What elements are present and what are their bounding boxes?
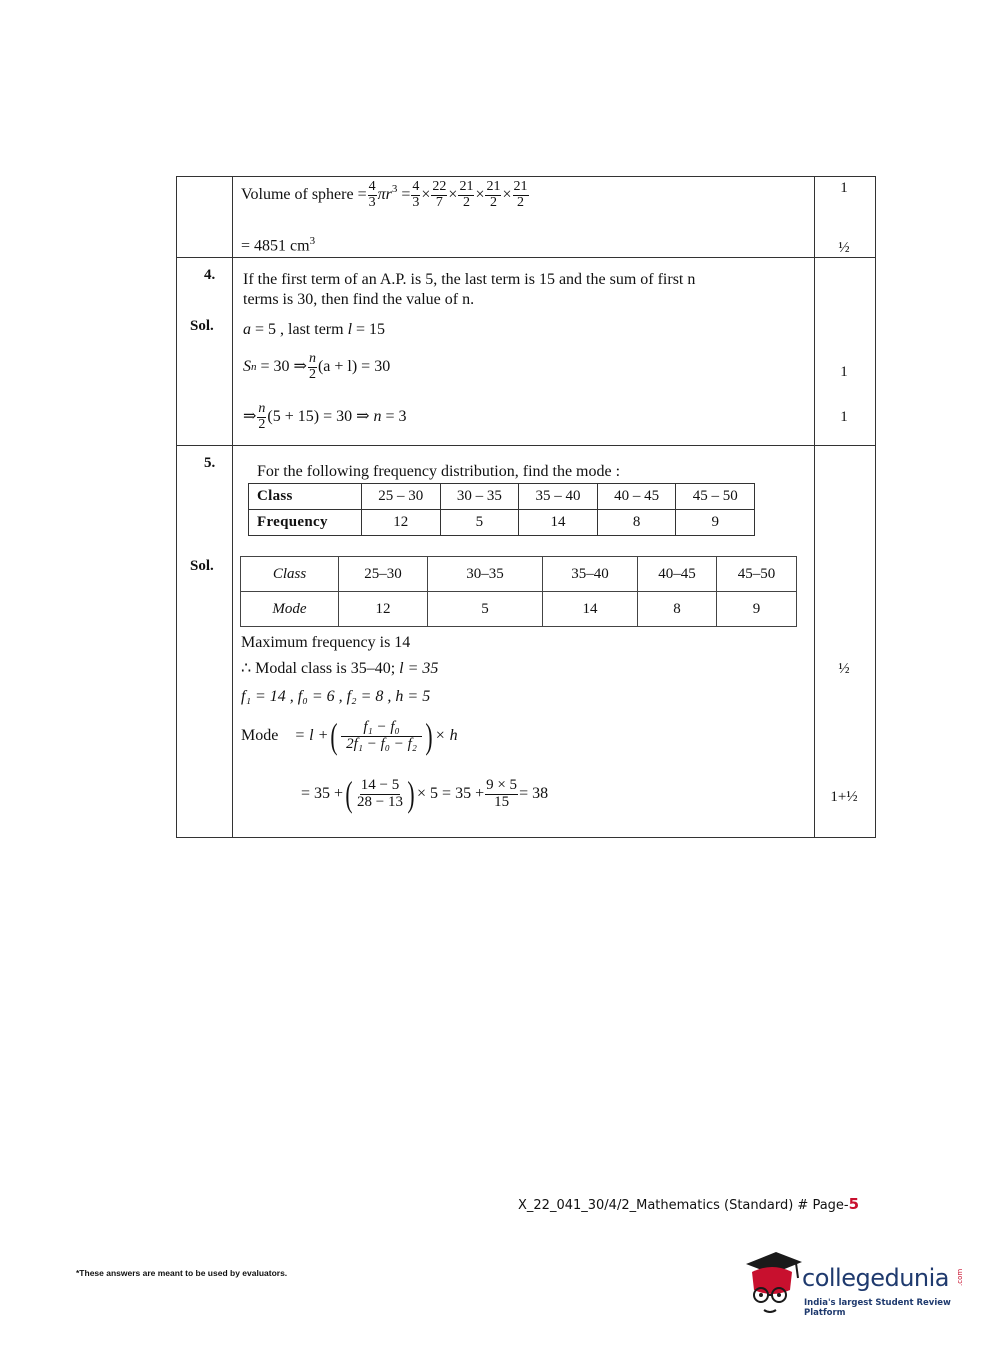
q4-given: a = 5 , last term l = 15 [243,321,386,338]
collegedunia-logo [742,1250,972,1320]
q5-mark-1: ½ [838,661,850,677]
logo-tagline: India's largest Student Review Platform [804,1298,951,1318]
solution-table [240,556,797,627]
page-number: 5 [848,1195,860,1213]
table-row: Frequency 12 5 14 8 9 [249,510,755,536]
page-reference: X_22_041_30/4/2_Mathematics (Standard) # Page-5 [518,1195,860,1213]
q4-question-line1: If the first term of an A.P. is 5, the last term is 15 and the sum of first n [243,271,696,288]
table-row: Mode 12 5 14 8 9 [241,592,797,627]
q4-mark-1: 1 [840,364,848,380]
q4-number: 4. [204,267,216,283]
col-divider-right [814,176,815,837]
parameters: f₁ = 14 , f₀ = 6 , f₂ = 8 , h = 5 [241,688,431,705]
row-divider-1 [176,257,875,258]
logo-name: collegedunia [802,1264,950,1292]
q4-step2: ⇒ $\frac{n}{2}$ (5 + 15) = 30 ⇒ n = 3 [243,401,407,432]
mode-calculation: = 35 + ( $\frac{14 - 5}{28 - 13}$ ) × 5 = 35 + $\frac{9 \times 5}{15}$ = 38 [301,774,549,814]
q4-mark-2: 1 [840,409,848,425]
q4-question-line2: terms is 30, then find the value of n. [243,291,475,308]
q3-mark-2: ½ [838,240,850,256]
volume-formula: Volume of sphere = $\frac{4}{3}$ πr $^3$ = $\frac{4}{3}$ × $\frac{22}{7}$ × $\frac{21}{2}$ × $\frac{21}{2}$ × $\frac{21}{2}$ [241,179,528,210]
class-header: Class [249,484,362,510]
q4-step1: S n = 30 ⇒ $\frac{n}{2}$ (a + l) = 30 [243,351,391,382]
volume-label: Volume of sphere [241,186,354,204]
frequency-header: Frequency [249,510,362,536]
mode-formula: Mode = l + ( $\frac{\text{f₁ − f₀}}{\text{2f₁ − f₀ − f₂}}$ ) × h [241,716,458,756]
q4-sol-label: Sol. [190,318,214,334]
question-frequency-table [248,483,755,536]
q5-sol-label: Sol. [190,558,214,574]
q5-mark-2: 1+½ [830,789,858,805]
max-frequency: Maximum frequency is 14 [241,634,411,651]
evaluators-note: *These answers are meant to be used by evaluators. [76,1268,288,1278]
col-divider-left [232,176,233,837]
q3-mark-1: 1 [840,180,848,196]
volume-result: = 4851 $cm^3$ [241,235,316,255]
q5-question: For the following frequency distribution, find the mode : [257,463,621,480]
row-divider-2 [176,445,875,446]
table-row: Class 25–30 30–35 35–40 40–45 45–50 [241,557,797,592]
mascot-icon [742,1250,802,1318]
fraction-4-3: $\frac{4}{3}$ [368,179,376,210]
q5-number: 5. [204,455,216,471]
table-row: Class 25 – 30 30 – 35 35 – 40 40 – 45 45 – 50 [249,484,755,510]
logo-com: .com [956,1268,964,1286]
modal-class: ∴ Modal class is 35–40; l = 35 [241,660,439,677]
